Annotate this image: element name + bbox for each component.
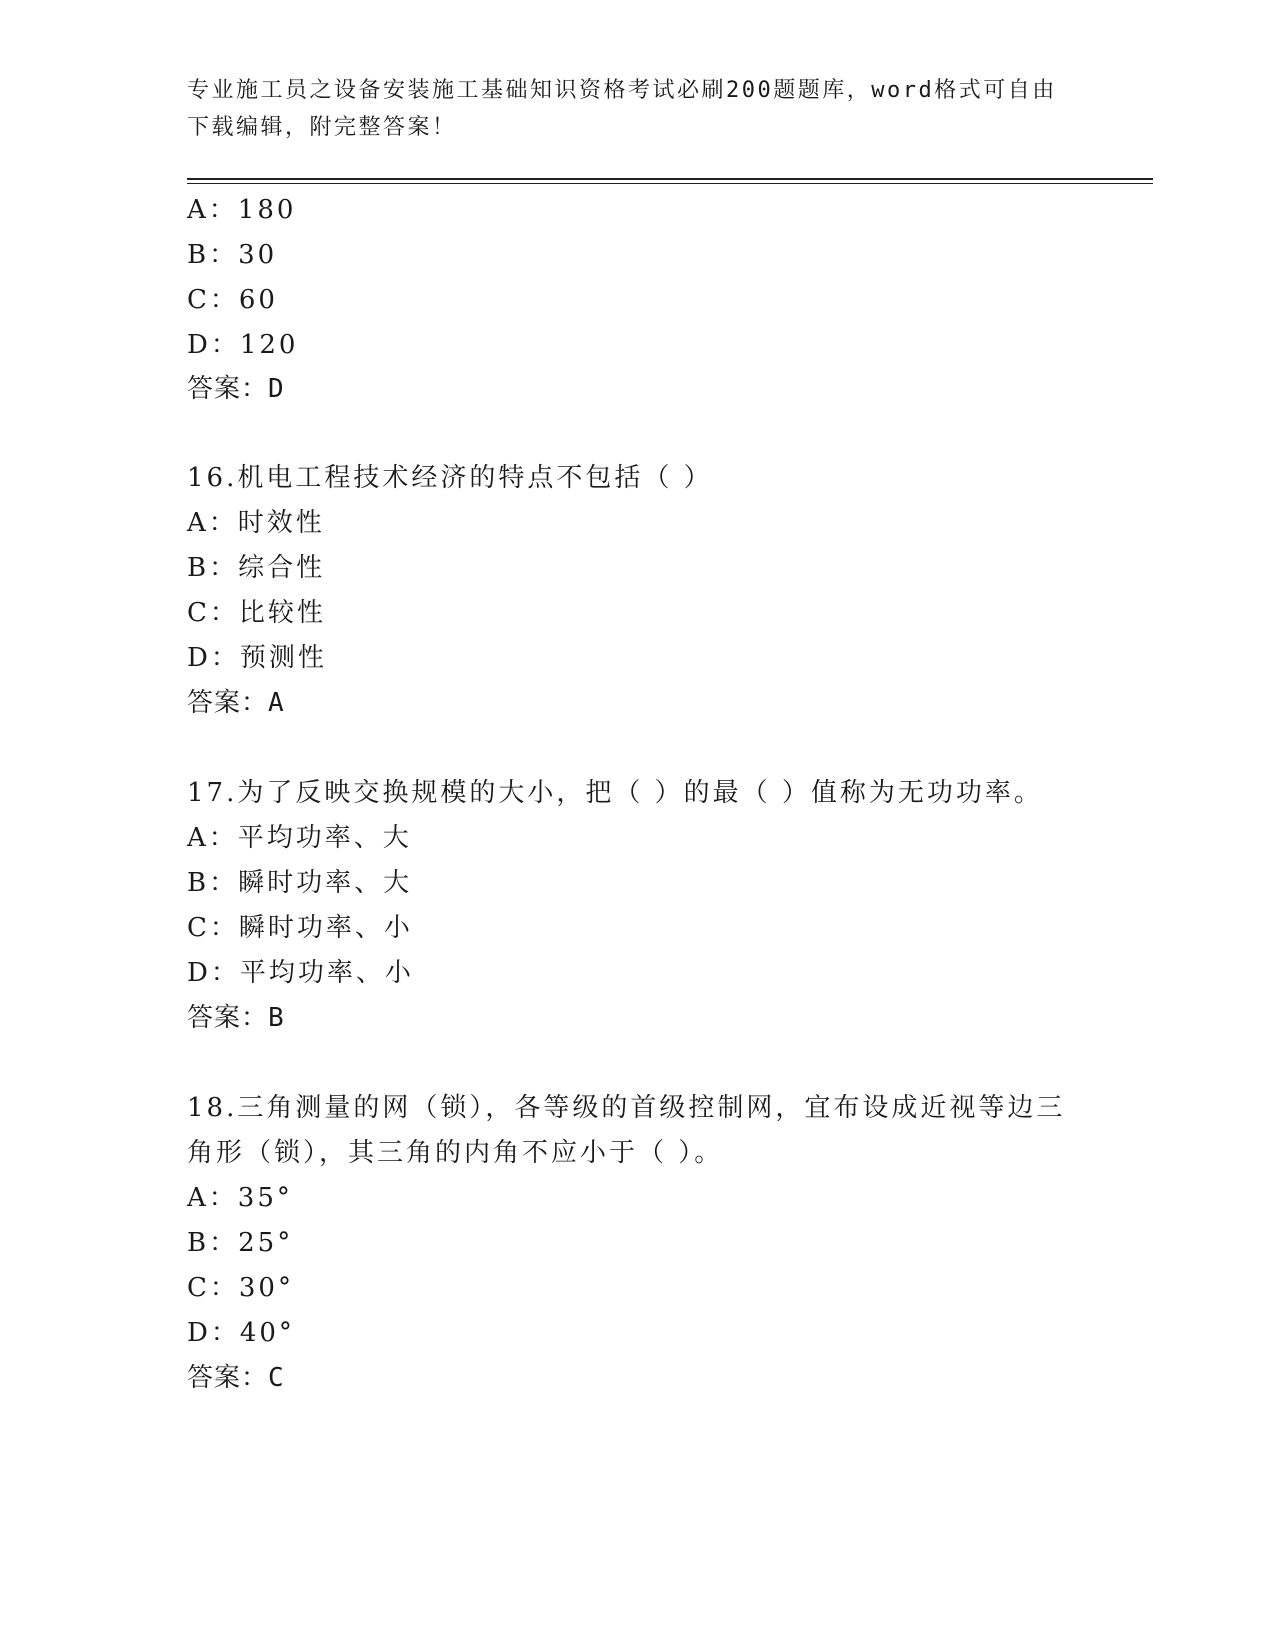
q16-option-d: D：预测性	[187, 643, 327, 673]
q17-option-a: A：平均功率、大	[187, 823, 412, 853]
q16-option-b: B：综合性	[187, 553, 326, 583]
q18-option-a: A：35°	[187, 1183, 293, 1213]
q18-question-line-1: 18.三角测量的网（锁），各等级的首级控制网，宜布设成近视等边三	[187, 1093, 1066, 1123]
q17-question: 17.为了反映交换规模的大小，把（ ）的最（ ）值称为无功功率。	[187, 778, 1043, 808]
q18-option-c: C：30°	[187, 1273, 294, 1303]
q16-answer: 答案：A	[187, 688, 285, 718]
header-line-2: 下载编辑，附完整答案！	[187, 115, 457, 140]
header-divider-thick	[187, 178, 1153, 180]
document-header	[187, 72, 1087, 146]
header-divider-thin	[187, 183, 1153, 184]
q15-option-d: D：120	[187, 330, 299, 360]
q17-option-c: C：瞬时功率、小	[187, 913, 413, 943]
q15-option-a: A：180	[187, 195, 297, 225]
q17-option-b: B：瞬时功率、大	[187, 868, 413, 898]
q18-option-b: B：25°	[187, 1228, 294, 1258]
q17-answer: 答案：B	[187, 1003, 285, 1033]
header-line-1: 专业施工员之设备安装施工基础知识资格考试必刷200题题库，word格式可自由	[187, 78, 1057, 103]
q15-answer: 答案：D	[187, 374, 285, 404]
q17-option-d: D：平均功率、小	[187, 958, 414, 988]
q16-option-a: A：时效性	[187, 508, 325, 538]
q16-option-c: C：比较性	[187, 598, 326, 628]
q16-question: 16.机电工程技术经济的特点不包括（ ）	[187, 463, 713, 493]
q18-option-d: D：40°	[187, 1318, 295, 1348]
q18-question-line-2: 角形（锁），其三角的内角不应小于（ ）。	[187, 1138, 724, 1168]
q15-option-b: B：30	[187, 240, 278, 270]
q18-answer: 答案：C	[187, 1363, 285, 1393]
q15-option-c: C：60	[187, 285, 278, 315]
